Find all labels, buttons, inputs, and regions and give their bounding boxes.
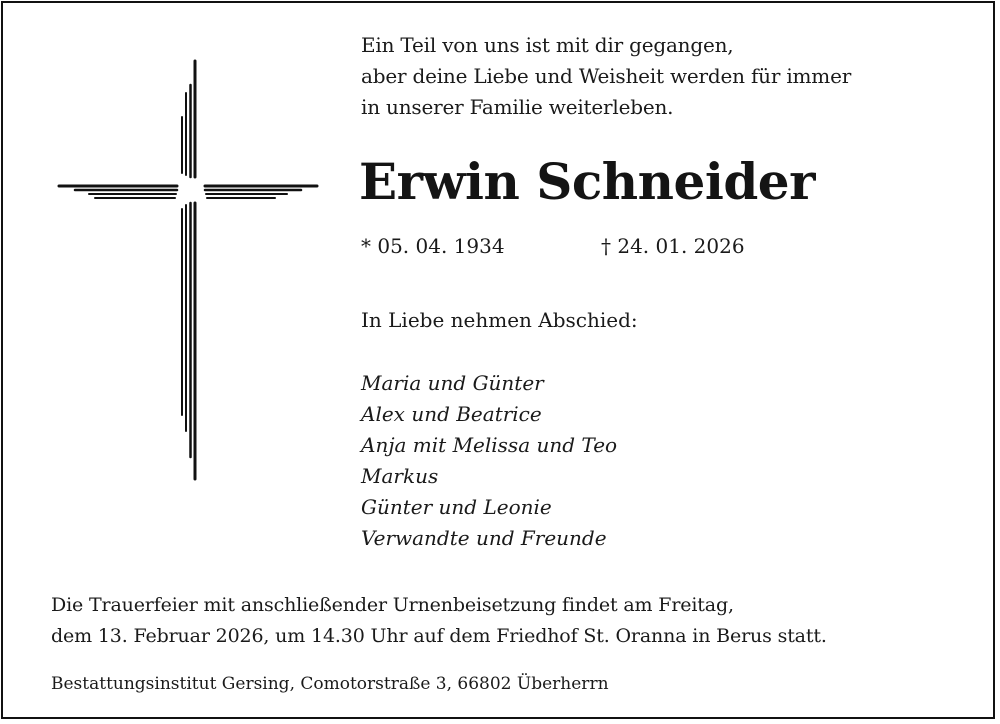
cross-icon [55, 55, 325, 485]
farewell-heading: In Liebe nehmen Abschied: [361, 308, 638, 332]
motto-line: Ein Teil von uns ist mit dir gegangen, [361, 33, 734, 57]
birth-date: * 05. 04. 1934 [361, 234, 505, 258]
motto-line: in unserer Familie weiterleben. [361, 95, 674, 119]
mourner-item: Günter und Leonie [361, 495, 552, 519]
undertaker-info: Bestattungsinstitut Gersing, Comotorstraße 3, 66802 Überherrn [51, 674, 609, 694]
mourner-item: Alex und Beatrice [361, 402, 542, 426]
mourner-item: Anja mit Melissa und Teo [361, 433, 618, 457]
death-date: † 24. 01. 2026 [601, 234, 745, 258]
memorial-motto [361, 30, 851, 123]
mourner-item: Maria und Günter [361, 371, 544, 395]
mourner-item: Verwandte und Freunde [361, 526, 607, 550]
ceremony-line: dem 13. Februar 2026, um 14.30 Uhr auf dem Friedhof St. Oranna in Berus statt. [51, 625, 827, 647]
motto-line: aber deine Liebe und Weisheit werden für immer [361, 64, 852, 88]
mourners-list [361, 368, 617, 554]
ceremony-line: Die Trauerfeier mit anschließender Urnenbeisetzung findet am Freitag, [51, 594, 734, 616]
ceremony-info [51, 590, 827, 652]
mourner-item: Markus [361, 464, 439, 488]
deceased-name: Erwin Schneider [359, 152, 815, 211]
